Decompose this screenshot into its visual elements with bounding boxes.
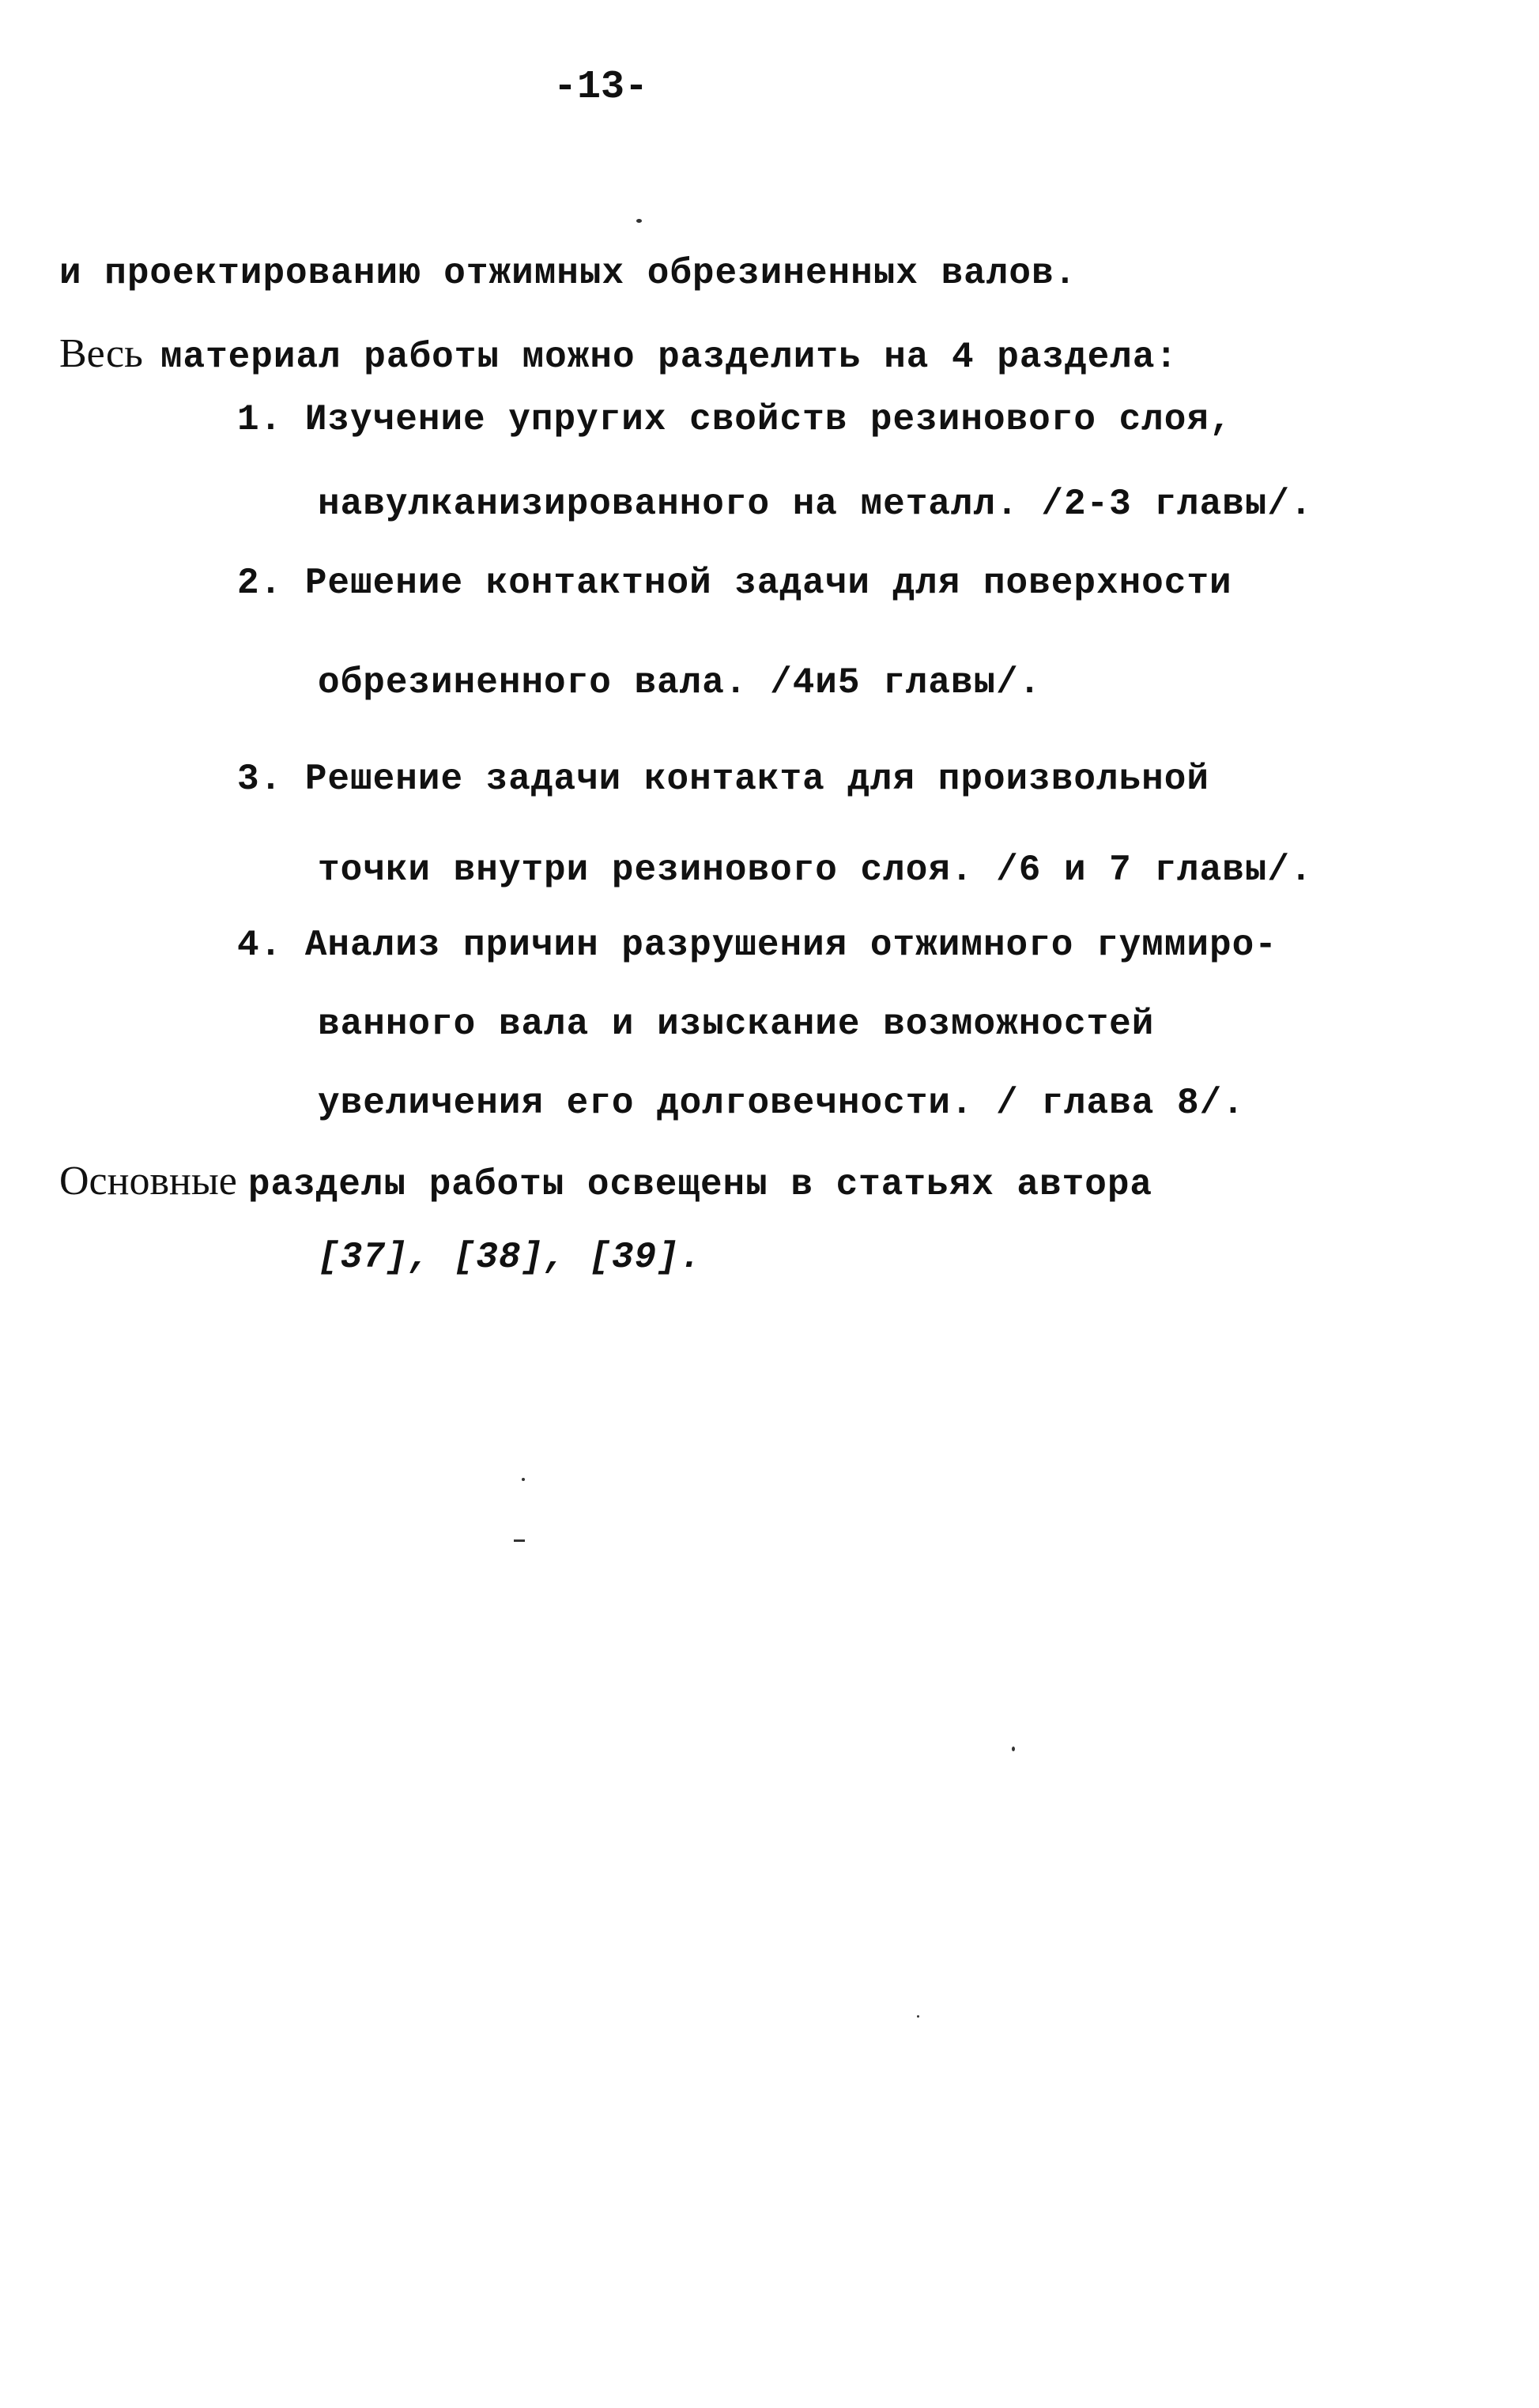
scan-mark bbox=[514, 1539, 525, 1542]
text-line-articles bbox=[59, 1158, 1152, 1205]
scan-speck bbox=[1012, 1747, 1015, 1751]
scan-speck bbox=[522, 1478, 525, 1481]
text-line-articles-rest: разделы работы освещены в статьях автора bbox=[247, 1164, 1153, 1205]
references-line: [37], [38], [39]. bbox=[318, 1237, 703, 1278]
list-item-1-line-1: 1. Изучение упругих свойств резинового слоя, bbox=[237, 399, 1232, 440]
list-item-4-line-2: ванного вала и изыскание возможностей bbox=[318, 1004, 1155, 1045]
text-word-osnovnye: Основные bbox=[59, 1159, 237, 1204]
text-line-sections-intro bbox=[59, 330, 1178, 378]
text-word-ves: Весь bbox=[59, 331, 143, 376]
list-item-2-line-2: обрезиненного вала. /4и5 главы/. bbox=[318, 662, 1042, 703]
list-item-1-line-2: навулканизированного на металл. /2-3 главы/. bbox=[318, 484, 1313, 525]
list-item-3-line-1: 3. Решение задачи контакта для произвольной bbox=[237, 759, 1209, 800]
list-item-4-line-3: увеличения его долговечности. / глава 8/. bbox=[318, 1083, 1245, 1124]
text-line-intro: и проектированию отжимных обрезиненных валов. bbox=[59, 253, 1077, 294]
list-item-2-line-1: 2. Решение контактной задачи для поверхности bbox=[237, 563, 1232, 604]
scan-speck bbox=[636, 219, 642, 223]
list-item-4-line-1: 4. Анализ причин разрушения отжимного гуммиро- bbox=[237, 925, 1277, 966]
scan-speck bbox=[917, 2015, 919, 2018]
page-number: -13- bbox=[553, 65, 649, 110]
list-item-3-line-2: точки внутри резинового слоя. /6 и 7 главы/. bbox=[318, 850, 1313, 891]
text-line-sections-rest: материал работы можно разделить на 4 раздела: bbox=[160, 337, 1179, 378]
